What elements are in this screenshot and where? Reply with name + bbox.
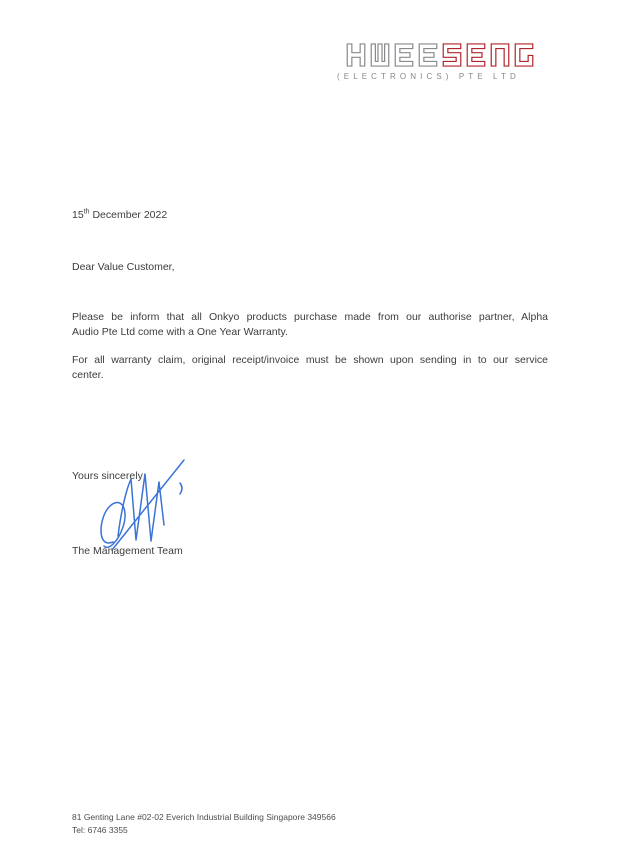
- footer-address: 81 Genting Lane #02-02 Everich Industrial Building Singapore 349566: [72, 812, 336, 822]
- date-rest: December 2022: [92, 209, 168, 221]
- letter-date: [72, 208, 548, 223]
- body-paragraph-1: [72, 310, 548, 339]
- paragraph-line: center.: [72, 368, 104, 381]
- date-day: 15: [72, 209, 84, 221]
- paragraph-line: For all warranty claim, original receipt/invoice must be shown upon sending in to our service: [72, 354, 548, 366]
- footer-tel: Tel: 6746 3355: [72, 825, 128, 835]
- closing-phrase: Yours sincerely: [72, 470, 143, 482]
- body-paragraph-2: [72, 353, 548, 382]
- signer-name: The Management Team: [72, 545, 183, 557]
- signature-scribble: [88, 450, 198, 558]
- logo-wordmark-hweeseng: [337, 43, 543, 67]
- paragraph-line: Please be inform that all Onkyo products purchase made from our authorise partner, Alpha: [72, 311, 548, 323]
- paragraph-line: Audio Pte Ltd come with a One Year Warranty.: [72, 325, 288, 338]
- logo-subtitle: (ELECTRONICS) PTE LTD: [337, 72, 520, 81]
- salutation: Dear Value Customer,: [72, 261, 175, 273]
- company-logo: [337, 43, 545, 81]
- date-ordinal: th: [83, 208, 90, 216]
- letter-footer: [72, 811, 336, 837]
